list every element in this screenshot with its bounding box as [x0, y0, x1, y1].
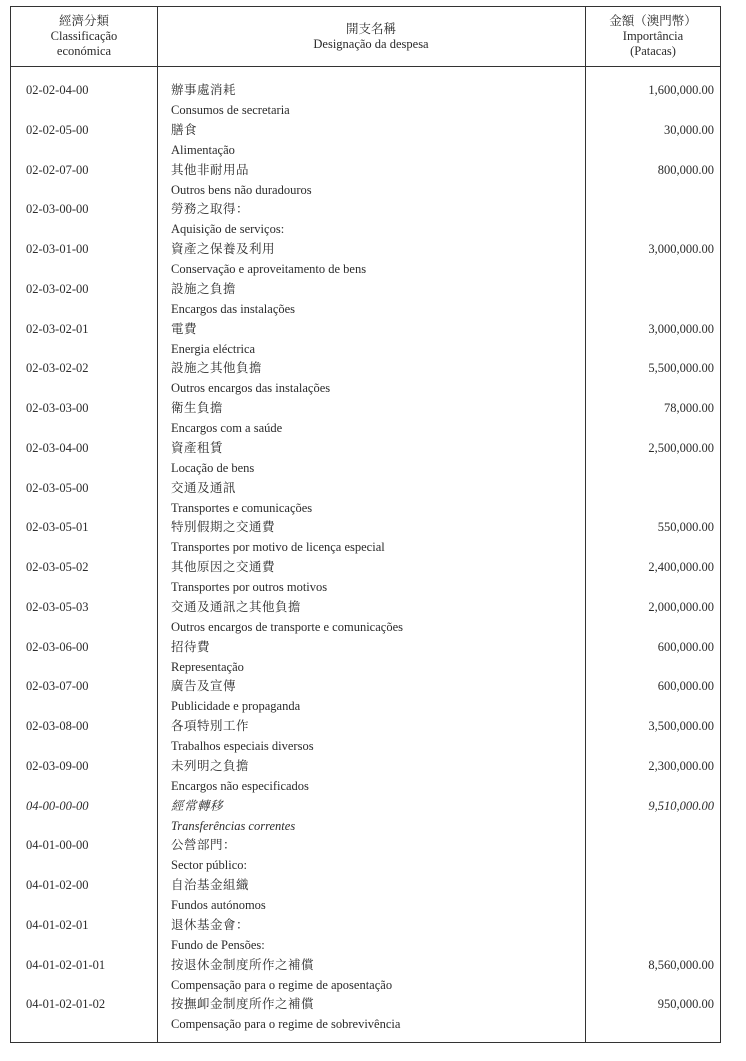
table-row	[11, 320, 720, 360]
row-amount: 550,000.00	[657, 520, 714, 535]
row-designation-zh: 其他非耐用品	[171, 162, 250, 177]
row-designation-pt: Transportes por motivo de licença especial	[171, 540, 385, 555]
header-designation-pt: Designação da despesa	[313, 36, 429, 51]
row-code: 04-01-02-01-01	[26, 957, 106, 972]
row-designation-pt: Transportes por outros motivos	[171, 580, 328, 594]
row-designation-zh: 經常轉移	[171, 798, 224, 813]
row-designation-zh: 資產租賃	[171, 440, 224, 455]
row-designation-zh: 公營部門：	[171, 838, 237, 853]
row-code: 02-03-05-02	[26, 560, 89, 574]
header-amount	[585, 7, 721, 66]
row-amount: 2,500,000.00	[648, 440, 714, 455]
header-amount-pt2: (Patacas)	[630, 44, 676, 58]
row-designation-pt: Publicidade e propaganda	[171, 699, 301, 714]
row-designation-pt: Outros encargos de transporte e comunicações	[171, 619, 403, 634]
row-code: 02-03-05-03	[26, 599, 89, 614]
table-row	[11, 956, 720, 996]
row-designation-zh: 設施之負擔	[171, 281, 237, 296]
row-designation-pt: Fundo de Pensões:	[171, 937, 265, 952]
table-row	[11, 558, 720, 598]
row-code: 02-03-03-00	[26, 401, 89, 415]
row-designation-pt: Trabalhos especiais diversos	[171, 739, 314, 753]
row-designation-zh: 自治基金組織	[171, 878, 250, 892]
row-designation-pt: Compensação para o regime de sobrevivência	[171, 1017, 401, 1032]
row-code: 04-01-00-00	[26, 838, 89, 853]
row-designation-zh: 設施之其他負擔	[171, 361, 263, 376]
table-row	[11, 121, 720, 161]
row-designation-pt: Conservação e aproveitamento de bens	[171, 262, 367, 276]
row-designation-pt: Representação	[171, 659, 244, 674]
header-classification-pt1: Classificação	[50, 29, 118, 43]
row-designation-pt: Transportes e comunicações	[171, 500, 313, 515]
header-classification-zh: 經濟分類	[58, 14, 109, 28]
row-designation-pt: Encargos não especificados	[171, 778, 309, 793]
row-code: 04-01-02-01	[26, 917, 89, 932]
table-row	[11, 836, 720, 876]
row-designation-zh: 未列明之負擔	[171, 758, 250, 773]
row-code: 02-03-07-00	[26, 679, 89, 694]
row-code: 04-01-02-01-02	[26, 997, 106, 1012]
row-designation-pt: Consumos de secretaria	[171, 103, 290, 117]
row-designation-zh: 特別假期之交通費	[171, 520, 276, 535]
table-row	[11, 359, 720, 399]
row-code: 02-03-01-00	[26, 242, 89, 256]
budget-table	[10, 6, 721, 1043]
row-code: 04-00-00-00	[26, 798, 89, 813]
table-row	[11, 200, 720, 240]
row-amount: 9,510,000.00	[648, 798, 714, 813]
row-code: 02-03-09-00	[26, 758, 89, 773]
table-row	[11, 161, 720, 201]
row-amount: 3,500,000.00	[648, 719, 714, 733]
row-designation-pt: Alimentação	[171, 142, 235, 157]
table-row	[11, 916, 720, 956]
table-row	[11, 81, 720, 121]
row-designation-pt: Outros bens não duradouros	[171, 182, 312, 197]
row-amount: 2,300,000.00	[648, 758, 714, 773]
row-amount: 800,000.00	[657, 162, 714, 177]
row-designation-zh: 交通及通訊之其他負擔	[171, 599, 302, 614]
row-designation-pt: Locação de bens	[171, 460, 255, 475]
row-designation-zh: 勞務之取得：	[171, 202, 250, 217]
row-amount: 8,560,000.00	[648, 957, 714, 972]
row-amount: 1,600,000.00	[648, 83, 714, 97]
header-designation	[157, 7, 585, 66]
row-amount: 30,000.00	[664, 122, 714, 137]
row-designation-pt: Energia eléctrica	[171, 341, 256, 356]
row-designation-zh: 其他原因之交通費	[171, 560, 276, 574]
row-designation-zh: 各項特別工作	[171, 719, 250, 733]
row-code: 02-02-04-00	[26, 83, 89, 97]
row-designation-pt: Transferências correntes	[171, 818, 296, 833]
row-designation-zh: 辦事處消耗	[171, 83, 237, 97]
row-amount: 950,000.00	[657, 997, 714, 1012]
row-designation-zh: 電費	[171, 321, 198, 336]
row-code: 02-03-02-00	[26, 281, 89, 296]
row-designation-pt: Encargos das instalações	[171, 301, 296, 316]
row-amount: 600,000.00	[657, 639, 714, 654]
row-code: 02-03-04-00	[26, 440, 89, 455]
row-amount: 3,000,000.00	[648, 242, 714, 256]
row-code: 04-01-02-00	[26, 878, 89, 892]
header-amount-pt1: Importância	[622, 29, 684, 43]
row-amount: 2,400,000.00	[648, 560, 714, 574]
row-code: 02-03-08-00	[26, 719, 89, 733]
row-designation-pt: Encargos com a saúde	[171, 421, 283, 435]
table-row	[11, 518, 720, 558]
row-code: 02-03-06-00	[26, 639, 89, 654]
row-designation-zh: 廣告及宣傳	[171, 679, 237, 694]
table-row	[11, 717, 720, 757]
row-designation-zh: 按退休金制度所作之補償	[171, 957, 315, 972]
row-designation-pt: Outros encargos das instalações	[171, 381, 331, 396]
row-code: 02-03-02-01	[26, 321, 89, 336]
row-code: 02-03-05-00	[26, 480, 89, 495]
row-designation-pt: Aquisição de serviços:	[171, 222, 285, 237]
row-amount: 5,500,000.00	[648, 361, 714, 376]
table-row	[11, 439, 720, 479]
table-row	[11, 399, 720, 439]
row-code: 02-02-07-00	[26, 162, 89, 177]
table-row	[11, 797, 720, 837]
table-row	[11, 280, 720, 320]
row-code: 02-03-02-02	[26, 361, 89, 376]
row-amount: 3,000,000.00	[648, 321, 714, 336]
row-code: 02-02-05-00	[26, 122, 89, 137]
table-row	[11, 677, 720, 717]
row-designation-pt: Compensação para o regime de aposentação	[171, 977, 393, 992]
table-row	[11, 638, 720, 678]
header-amount-zh: 金額（澳門幣）	[609, 14, 697, 28]
table-row	[11, 757, 720, 797]
row-designation-pt: Fundos autónomos	[171, 898, 266, 912]
row-designation-zh: 按撫卹金制度所作之補償	[171, 997, 315, 1012]
header-designation-zh: 開支名稱	[345, 21, 396, 36]
row-amount: 78,000.00	[664, 401, 714, 415]
row-amount: 600,000.00	[657, 679, 714, 694]
header-divider	[11, 66, 720, 67]
row-designation-zh: 招待費	[171, 639, 211, 654]
header-classification	[11, 7, 157, 66]
row-designation-zh: 膳食	[171, 122, 198, 137]
table-row	[11, 876, 720, 916]
table-row	[11, 995, 720, 1035]
row-code: 02-03-00-00	[26, 202, 89, 217]
row-amount: 2,000,000.00	[648, 599, 714, 614]
table-row	[11, 240, 720, 280]
header-classification-pt2: económica	[56, 44, 112, 58]
row-designation-zh: 交通及通訊	[171, 480, 237, 495]
row-designation-zh: 退休基金會：	[171, 917, 250, 932]
row-designation-pt: Sector público:	[171, 858, 248, 873]
row-code: 02-03-05-01	[26, 520, 89, 535]
row-designation-zh: 資產之保養及利用	[171, 242, 276, 256]
table-row	[11, 598, 720, 638]
row-designation-zh: 衛生負擔	[171, 401, 224, 415]
table-row	[11, 479, 720, 519]
